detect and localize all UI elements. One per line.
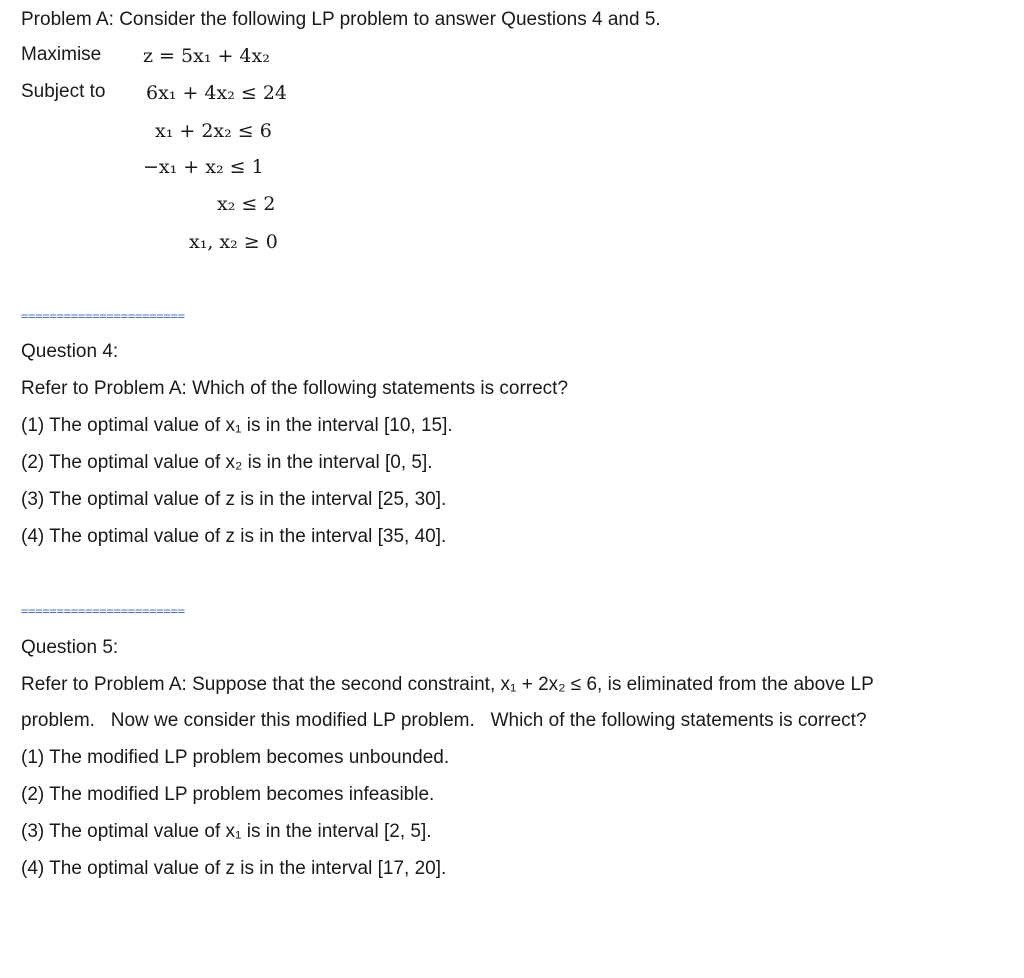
question5-prompt-line1: Refer to Problem A: Suppose that the second constraint, x₁ + 2x₂ ≤ 6, is eliminated from the above LP [21, 674, 874, 695]
separator-1: ======================= [21, 309, 185, 323]
constraint-1: 6x₁ + 4x₂ ≤ 24 [146, 82, 288, 104]
subject-to-label: Subject to [21, 81, 106, 102]
question5-option-1: (1) The modified LP problem becomes unbounded. [21, 747, 450, 768]
question5-option-4: (4) The optimal value of z is in the interval [17, 20]. [21, 858, 447, 879]
non-negativity-constraint: x₁, x₂ ≥ 0 [189, 231, 278, 253]
question4-prompt: Refer to Problem A: Which of the following statements is correct? [21, 378, 569, 399]
question5-option-2: (2) The modified LP problem becomes infeasible. [21, 784, 435, 805]
objective-function: z = 5x₁ + 4x₂ [143, 45, 270, 67]
question5-heading: Question 5: [21, 637, 119, 658]
question5-prompt-line2: problem. Now we consider this modified LP problem. Which of the following statements is correct? [21, 710, 867, 731]
question4-option-1: (1) The optimal value of x₁ is in the interval [10, 15]. [21, 415, 453, 436]
question4-heading: Question 4: [21, 341, 119, 362]
problem-intro: Problem A: Consider the following LP problem to answer Questions 4 and 5. [21, 9, 661, 30]
separator-2: ======================= [21, 604, 185, 618]
question4-option-4: (4) The optimal value of z is in the interval [35, 40]. [21, 526, 447, 547]
question5-option-3: (3) The optimal value of x₁ is in the interval [2, 5]. [21, 821, 432, 842]
constraint-3: −x₁ + x₂ ≤ 1 [143, 156, 264, 178]
constraint-4: x₂ ≤ 2 [217, 193, 276, 215]
maximise-label: Maximise [21, 44, 102, 65]
constraint-2: x₁ + 2x₂ ≤ 6 [155, 120, 272, 142]
question4-option-3: (3) The optimal value of z is in the interval [25, 30]. [21, 489, 447, 510]
question4-option-2: (2) The optimal value of x₂ is in the interval [0, 5]. [21, 452, 433, 473]
